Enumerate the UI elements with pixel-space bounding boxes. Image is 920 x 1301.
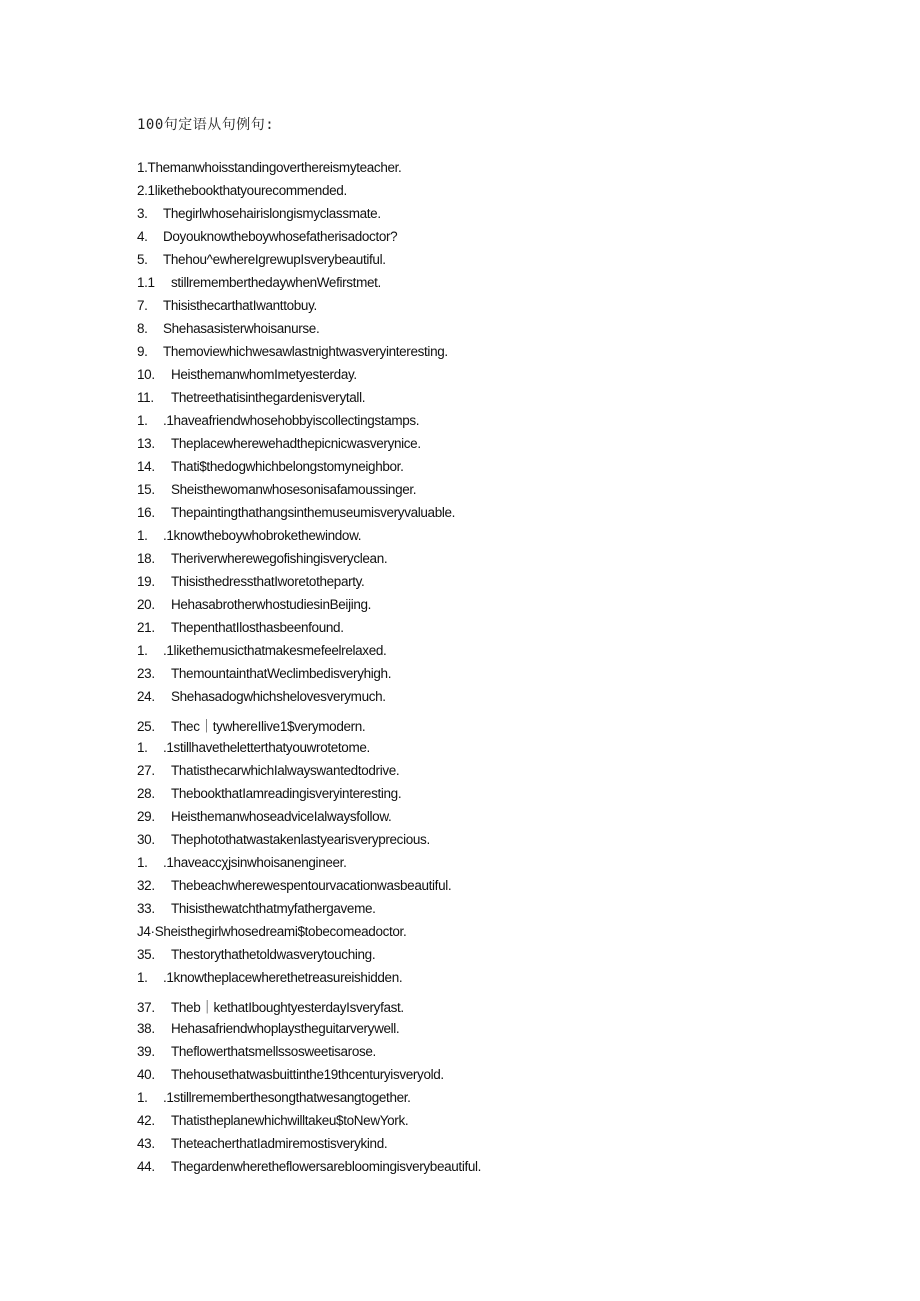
sentence-number: 3. [137,206,148,221]
sentence-text: Theb｜kethatIboughtyesterdayIsveryfast. [171,1000,404,1015]
sentence-text: Thephotothatwastakenlastyearisveryprecious. [171,832,430,847]
sentence-text: .1knowtheplacewherethetreasureishidden. [163,970,403,985]
sentence-item [137,413,897,436]
sentence-item [137,229,897,252]
sentence-text: Thatistheplanewhichwilltakeu$toNewYork. [171,1113,409,1128]
sentence-number: 29. [137,809,155,824]
sentence-item [137,390,897,413]
sentence-number: 23. [137,666,155,681]
sentence-text: ThisisthedressthatIworetotheparty. [171,574,365,589]
sentence-item [137,715,897,740]
sentence-number: 16. [137,505,155,520]
sentence-number: 1. [137,413,148,428]
sentence-number: 1. [137,528,148,543]
sentence-text: Thestorythathetoldwasverytouching. [171,947,376,962]
sentence-list [137,160,897,1182]
sentence-item [137,924,897,947]
sentence-text: Theflowerthatsmellssosweetisarose. [171,1044,376,1059]
sentence-number: 19. [137,574,155,589]
sentence-item [137,551,897,574]
sentence-number: 27. [137,763,155,778]
sentence-item [137,855,897,878]
sentence-text: ThepenthatIlosthasbeenfound. [171,620,344,635]
sentence-text: .1stillrememberthesongthatwesangtogether. [163,1090,411,1105]
sentence-item [137,809,897,832]
sentence-item [137,1159,897,1182]
sentence-number: 33. [137,901,155,916]
sentence-item [137,901,897,924]
sentence-item [137,1044,897,1067]
sentence-number: 44. [137,1159,155,1174]
sentence-number: 8. [137,321,148,336]
sentence-item [137,620,897,643]
sentence-number: 24. [137,689,155,704]
sentence-text: .1knowtheboywhobrokethewindow. [163,528,362,543]
sentence-number: 7. [137,298,148,313]
sentence-text: ThemountainthatWeclimbedisveryhigh. [171,666,392,681]
sentence-item [137,740,897,763]
sentence-number: 1. [137,643,148,658]
sentence-text: Thepaintingthathangsinthemuseumisveryvaluable. [171,505,456,520]
sentence-text: ThatisthecarwhichIalwayswantedtodrive. [171,763,400,778]
sentence-text: .1likethemusicthatmakesmefeelrelaxed. [163,643,387,658]
sentence-item [137,275,897,298]
sentence-item [137,1113,897,1136]
sentence-text: Thehou^ewhereIgrewupIsverybeautiful. [163,252,386,267]
sentence-number: 11. [137,390,154,405]
sentence-item [137,344,897,367]
sentence-number: 1. [137,740,148,755]
sentence-item [137,1136,897,1159]
sentence-text: Thati$thedogwhichbelongstomyneighbor. [171,459,404,474]
sentence-number: 4. [137,229,148,244]
sentence-item [137,528,897,551]
sentence-text: 2.1likethebookthatyourecommended. [137,183,347,198]
sentence-text: Thebeachwherewespentourvacationwasbeautiful. [171,878,452,893]
sentence-item [137,832,897,855]
sentence-text: Hehasafriendwhoplaystheguitarverywell. [171,1021,400,1036]
sentence-number: 25. [137,719,155,734]
sentence-number: 9. [137,344,148,359]
sentence-text: Thetreethatisinthegardenisverytall. [171,390,366,405]
sentence-item [137,970,897,996]
sentence-number: 10. [137,367,155,382]
sentence-item [137,666,897,689]
sentence-text: .1haveaccχjsinwhoisanengineer. [163,855,347,870]
sentence-number: 37. [137,1000,155,1015]
sentence-text: Doyouknowtheboywhosefatherisadoctor? [163,229,398,244]
sentence-text: .1stillhavetheletterthatyouwrotetome. [163,740,370,755]
sentence-number: 1. [137,1090,148,1105]
sentence-number: 14. [137,459,155,474]
sentence-item [137,1021,897,1044]
sentence-item [137,763,897,786]
sentence-text: HehasabrotherwhostudiesinBeijing. [171,597,372,612]
sentence-item [137,482,897,505]
sentence-text: HeisthemanwhoseadviceIalwaysfollow. [171,809,392,824]
sentence-text: Theplacewherewehadthepicnicwasverynice. [171,436,421,451]
sentence-number: 20. [137,597,155,612]
sentence-item [137,252,897,275]
sentence-text: Shehasasisterwhoisanurse. [163,321,320,336]
sentence-number: 38. [137,1021,155,1036]
sentence-text: ThebookthatIamreadingisveryinteresting. [171,786,402,801]
sentence-item [137,643,897,666]
sentence-item [137,1067,897,1090]
sentence-text: TheteacherthatIadmiremostisverykind. [171,1136,388,1151]
sentence-item [137,786,897,809]
sentence-item [137,1090,897,1113]
sentence-number: 18. [137,551,155,566]
sentence-text: J4·Sheisthegirlwhosedreami$tobecomeadoctor. [137,924,407,939]
sentence-item [137,206,897,229]
sentence-text: Thegardenwheretheflowersarebloomingisverybeautiful. [171,1159,482,1174]
sentence-item [137,298,897,321]
sentence-item [137,505,897,528]
sentence-text: Thegirlwhosehairislongismyclassmate. [163,206,381,221]
sentence-text: 1.Themanwhoisstandingoverthereismyteacher. [137,160,402,175]
sentence-text: Thisisthewatchthatmyfathergaveme. [171,901,376,916]
sentence-number: 13. [137,436,155,451]
sentence-text: Themoviewhichwesawlastnightwasveryinteresting. [163,344,448,359]
sentence-number: 43. [137,1136,155,1151]
sentence-number: 42. [137,1113,155,1128]
sentence-number: 28. [137,786,155,801]
sentence-text: Thec｜tywhereIlive1$verymodern. [171,719,366,734]
sentence-number: 1. [137,855,148,870]
sentence-item [137,183,897,206]
sentence-item [137,996,897,1021]
sentence-item [137,160,897,183]
sentence-item [137,878,897,901]
sentence-number: 32. [137,878,155,893]
sentence-number: 30. [137,832,155,847]
sentence-number: 1. [137,970,148,985]
sentence-text: Sheisthewomanwhosesonisafamoussinger. [171,482,417,497]
sentence-text: stillrememberthedaywhenWefirstmet. [171,275,381,290]
sentence-number: 21. [137,620,155,635]
sentence-item [137,574,897,597]
document-title: 100句定语从句例句: [137,117,275,133]
sentence-item [137,321,897,344]
sentence-text: ThisisthecarthatIwanttobuy. [163,298,317,313]
sentence-item [137,367,897,390]
sentence-number: 1.1 [137,275,155,290]
sentence-number: 39. [137,1044,155,1059]
sentence-item [137,689,897,715]
sentence-text: Thehousethatwasbuittinthe19thcenturyisveryold. [171,1067,444,1082]
sentence-item [137,459,897,482]
sentence-item [137,597,897,620]
sentence-item [137,947,897,970]
sentence-item [137,436,897,459]
sentence-number: 5. [137,252,148,267]
sentence-number: 35. [137,947,155,962]
sentence-number: 40. [137,1067,155,1082]
sentence-text: .1haveafriendwhosehobbyiscollectingstamps. [163,413,420,428]
sentence-text: Shehasadogwhichshelovesverymuch. [171,689,386,704]
sentence-text: HeisthemanwhomImetyesterday. [171,367,357,382]
sentence-number: 15. [137,482,155,497]
sentence-text: Theriverwherewegofishingisveryclean. [171,551,388,566]
